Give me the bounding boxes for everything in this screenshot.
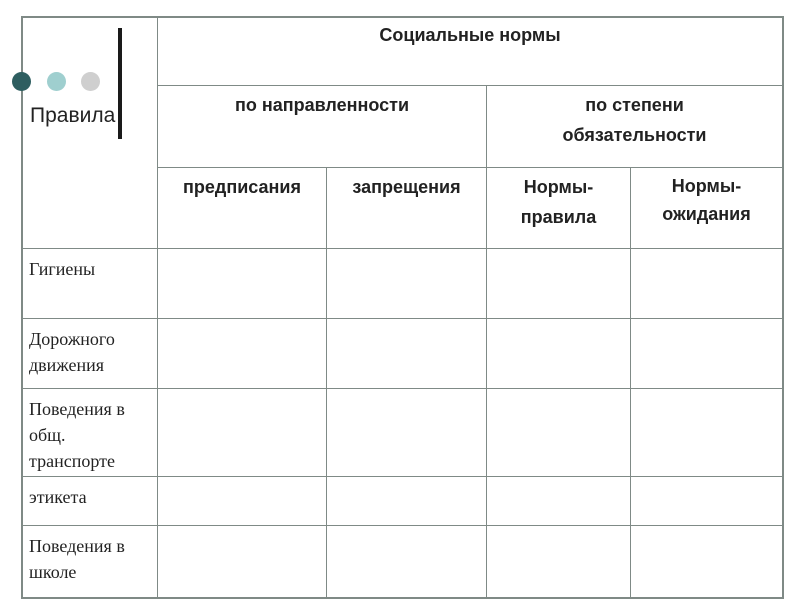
- group-by-obligation: по степени обязательности: [487, 86, 783, 168]
- table-cell: [327, 319, 487, 389]
- row-label-school: Поведения в школе: [21, 526, 158, 598]
- rules-label: Правила: [30, 104, 116, 127]
- table-cell: [631, 526, 783, 598]
- group-by-direction: по направленности: [158, 86, 487, 168]
- table-cell: [631, 319, 783, 389]
- table-cell: [631, 389, 783, 477]
- row-label-hygiene: Гигиены: [21, 249, 158, 319]
- table-cell: [158, 319, 327, 389]
- table-cell: [487, 389, 631, 477]
- dot-icon: [12, 72, 31, 91]
- table-title: Социальные нормы: [158, 16, 783, 86]
- table-cell: [327, 526, 487, 598]
- col-norms-rules: Нормы-правила: [487, 168, 631, 249]
- table-cell: [487, 319, 631, 389]
- table-cell: [158, 477, 327, 526]
- dot-icon: [47, 72, 66, 91]
- table-cell: [487, 526, 631, 598]
- row-label-traffic: Дорожного движения: [21, 319, 158, 389]
- table-cell: [158, 389, 327, 477]
- decor-vertical-bar: [118, 28, 122, 139]
- table-cell: [327, 477, 487, 526]
- row-label-etiquette: этикета: [21, 477, 158, 526]
- table-cell: [158, 249, 327, 319]
- row-label-public-transport: Поведения в общ. транспорте: [21, 389, 158, 477]
- col-norms-expectations: Нормы-ожидания: [631, 168, 783, 249]
- table-cell: [158, 526, 327, 598]
- table-cell: [327, 249, 487, 319]
- table-cell: [631, 477, 783, 526]
- table-cell: [327, 389, 487, 477]
- social-norms-table: [21, 16, 783, 598]
- table-cell: [487, 477, 631, 526]
- table-cell: [631, 249, 783, 319]
- col-prescriptions: предписания: [158, 168, 327, 249]
- table-cell: [487, 249, 631, 319]
- dot-icon: [81, 72, 100, 91]
- corner-cell: [21, 16, 158, 249]
- col-prohibitions: запрещения: [327, 168, 487, 249]
